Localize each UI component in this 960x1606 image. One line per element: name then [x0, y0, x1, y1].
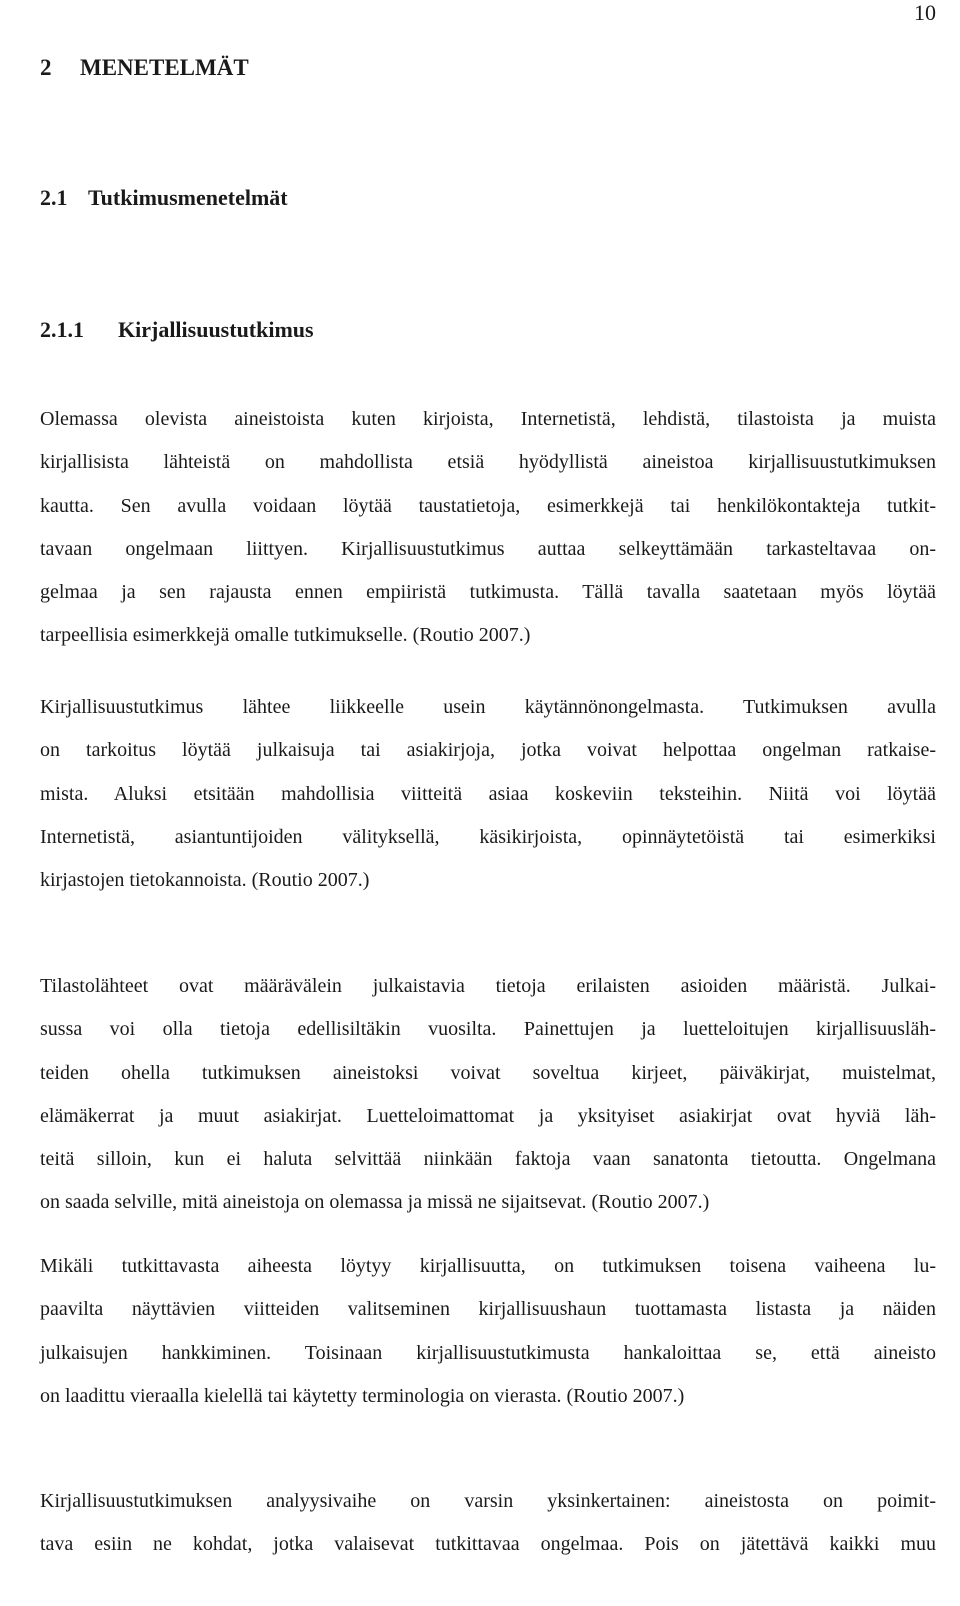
paragraph-2 [40, 686, 936, 902]
chapter-number: 2 [40, 55, 52, 80]
text-line: gelmaa ja sen rajausta ennen empiiristä tutkimusta. Tällä tavalla saatetaan myös löytää [40, 581, 936, 604]
text-line: teiden ohella tutkimuksen aineistoksi voivat soveltua kirjeet, päiväkirjat, muistelmat, [40, 1061, 936, 1084]
text-line: sussa voi olla tietoja edellisiltäkin vuosilta. Painettujen ja luetteloitujen kirjallisuusläh- [40, 1018, 936, 1041]
text-line: mista. Aluksi etsitään mahdollisia viitteitä asiaa koskeviin teksteihin. Niitä voi löytää [40, 782, 936, 805]
paragraph-4 [40, 1245, 936, 1418]
text-line: Kirjallisuustutkimus lähtee liikkeelle usein käytännönongelmasta. Tutkimuksen avulla [40, 696, 936, 718]
text-line: Olemassa olevista aineistoista kuten kirjoista, Internetistä, lehdistä, tilastoista ja muista [40, 408, 936, 430]
text-line: julkaisujen hankkiminen. Toisinaan kirjallisuustutkimusta hankaloittaa se, että aineisto [40, 1341, 936, 1364]
paragraph-5 [40, 1480, 936, 1567]
text-line: Tilastolähteet ovat määrävälein julkaistavia tietoja erilaisten asioiden määristä. Julkai- [40, 975, 936, 997]
subsection-title: Kirjallisuustutkimus [118, 317, 314, 342]
chapter-title: MENETELMÄT [80, 55, 249, 80]
text-line: on laadittu vieraalla kielellä tai käytetty terminologia on vierasta. (Routio 2007.) [40, 1384, 685, 1407]
text-line: teitä silloin, kun ei haluta selvittää niinkään faktoja vaan sanatonta tietoutta. Ongelmana [40, 1148, 936, 1171]
text-line: on tarkoitus löytää julkaisuja tai asiakirjoja, jotka voivat helpottaa ongelman ratkaise- [40, 739, 936, 762]
text-line: Mikäli tutkittavasta aiheesta löytyy kirjallisuutta, on tutkimuksen toisena vaiheena lu- [40, 1255, 936, 1277]
text-line: Kirjallisuustutkimuksen analyysivaihe on varsin yksinkertainen: aineistosta on poimit- [40, 1490, 936, 1512]
text-line: elämäkerrat ja muut asiakirjat. Luetteloimattomat ja yksityiset asiakirjat ovat hyviä läh- [40, 1104, 936, 1127]
section-heading [40, 182, 288, 214]
page-number: 10 [914, 0, 936, 25]
text-line: kautta. Sen avulla voidaan löytää taustatietoja, esimerkkejä tai henkilökontakteja tutkit- [40, 494, 936, 517]
text-line: tavaan ongelmaan liittyen. Kirjallisuustutkimus auttaa selkeyttämään tarkasteltavaa on- [40, 537, 936, 560]
section-title: Tutkimusmenetelmät [88, 185, 288, 210]
text-line: paavilta näyttävien viitteiden valitseminen kirjallisuushaun tuottamasta listasta ja näiden [40, 1298, 936, 1321]
paragraph-3 [40, 965, 936, 1225]
text-line: tarpeellisia esimerkkejä omalle tutkimukselle. (Routio 2007.) [40, 624, 531, 647]
text-line: Internetistä, asiantuntijoiden välityksellä, käsikirjoista, opinnäytetöistä tai esimerkiksi [40, 825, 936, 848]
chapter-heading [40, 52, 249, 84]
text-line: kirjallisista lähteistä on mahdollista etsiä hyödyllistä aineistoa kirjallisuustutkimuksen [40, 451, 936, 474]
text-line: tava esiin ne kohdat, jotka valaisevat tutkittavaa ongelmaa. Pois on jätettävä kaikki muu [40, 1533, 936, 1556]
paragraph-1 [40, 398, 936, 658]
subsection-heading [40, 314, 314, 346]
text-line: kirjastojen tietokannoista. (Routio 2007.) [40, 869, 370, 892]
text-line: on saada selville, mitä aineistoja on olemassa ja missä ne sijaitsevat. (Routio 2007.) [40, 1191, 710, 1214]
section-number: 2.1 [40, 185, 68, 210]
subsection-number: 2.1.1 [40, 317, 84, 342]
